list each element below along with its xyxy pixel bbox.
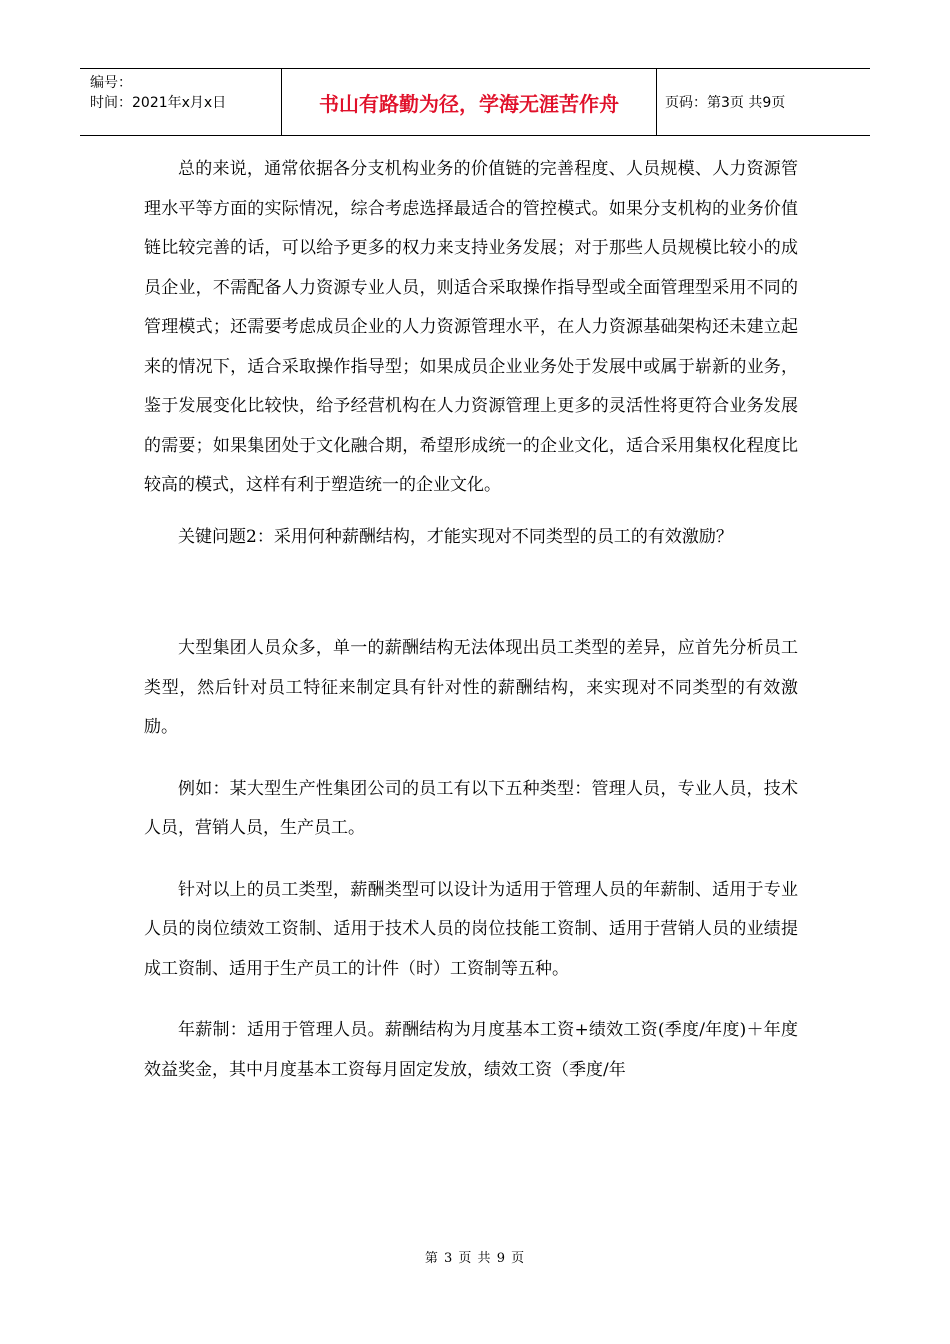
paragraph-summary: 总的来说，通常依据各分支机构业务的价值链的完善程度、人员规模、人力资源管理水平等方面的实际情况，综合考虑选择最适合的管控模式。如果分支机构的业务价值链比较完善的话，可以给予更多的权力来支持业务发展；对于那些人员规模比较小的成员企业，不需配备人力资源专业人员，则适合采取操作指导型或全面管理型采用不同的管理模式；还需要考虑成员企业的人力资源管理水平，在人力资源基础架构还未建立起来的情况下，适合采取操作指导型；如果成员企业业务处于发展中或属于崭新的业务，鉴于发展变化比较快，给予经营机构在人力资源管理上更多的灵活性将更符合业务发展的需要；如果集团处于文化融合期，希望形成统一的企业文化，适合采用集权化程度比较高的模式，这样有利于塑造统一的企业文化。 [144, 159, 798, 495]
paragraph-salary-types: 针对以上的员工类型，薪酬类型可以设计为适用于管理人员的年薪制、适用于专业人员的岗位绩效工资制、适用于技术人员的岗位技能工资制、适用于营销人员的业绩提成工资制、适用于生产员工的计件（时）工资制等五种。 [144, 879, 798, 979]
paragraph-employee-types: 大型集团人员众多，单一的薪酬结构无法体现出员工类型的差异，应首先分析员工类型，然后针对员工特征来制定具有针对性的薪酬结构，来实现对不同类型的有效激励。 [144, 638, 798, 737]
document-number: 编号： [90, 75, 132, 91]
header-info [80, 69, 282, 135]
document-date: 时间：2021年x月x日 [90, 95, 227, 111]
page-footer: 第 3 页 共 9 页 [424, 1251, 526, 1266]
header-motto: 书山有路勤为径，学海无涯苦作舟 [282, 69, 657, 135]
paragraph-annual-salary: 年薪制：适用于管理人员。薪酬结构为月度基本工资+绩效工资(季度/年度)＋年度效益奖金，其中月度基本工资每月固定发放，绩效工资（季度/年 [144, 1020, 798, 1080]
paragraph-key-question: 关键问题2：采用何种薪酬结构，才能实现对不同类型的员工的有效激励？ [178, 526, 733, 547]
paragraph-example: 例如：某大型生产性集团公司的员工有以下五种类型：管理人员，专业人员，技术人员，营销人员，生产员工。 [144, 778, 798, 838]
header-page-code: 页码：第3页 共9页 [665, 95, 786, 111]
page-header [80, 68, 870, 136]
document-body [144, 150, 798, 1090]
